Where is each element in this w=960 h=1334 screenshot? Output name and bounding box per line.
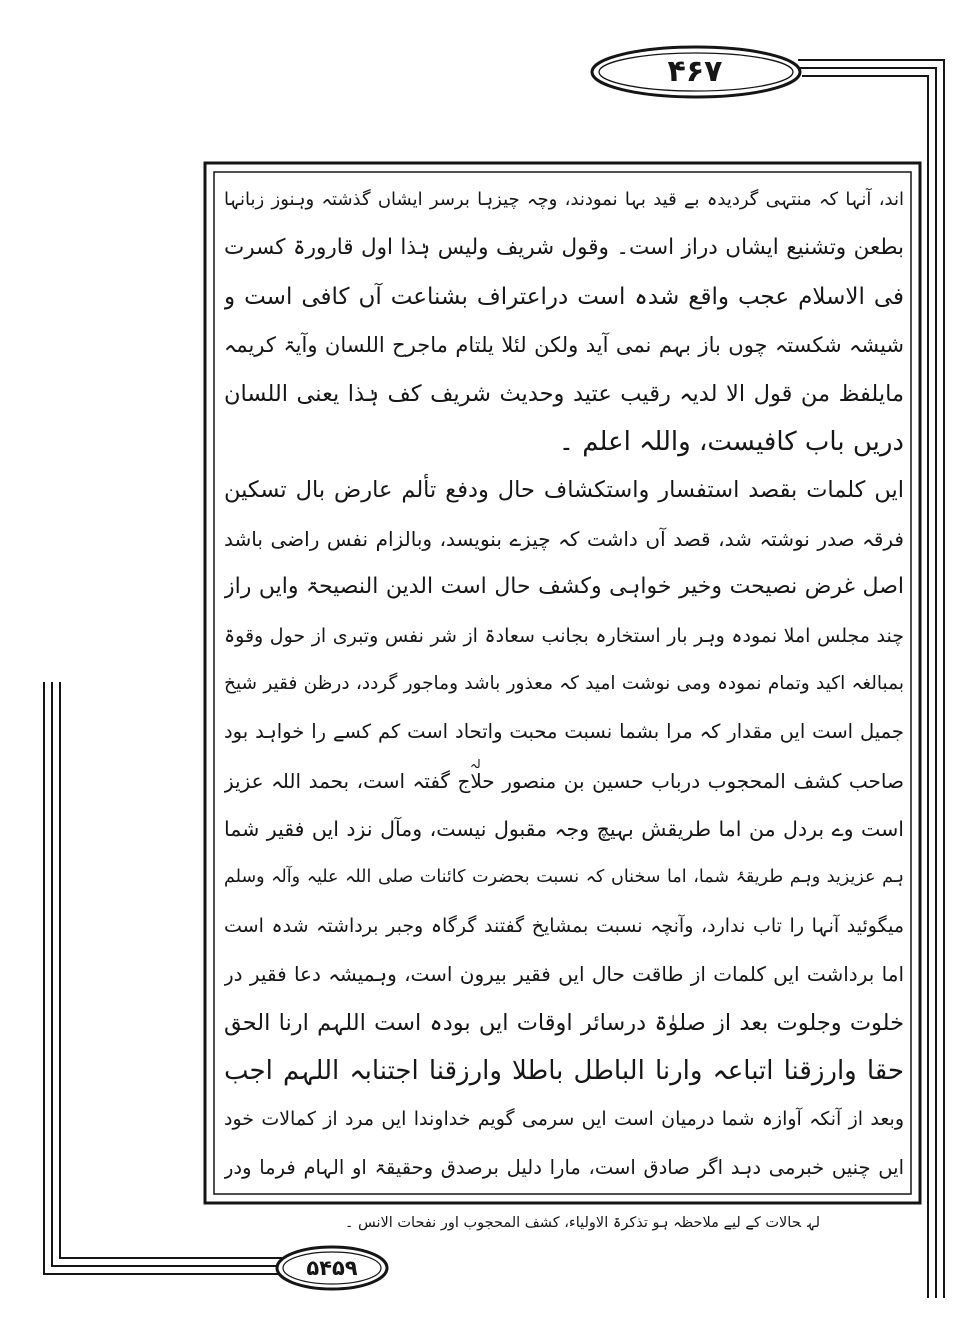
text-line: بمبالغہ اکید وتمام نمودہ ومی نوشت امید کہ معذور باشد وماجور گردد، درظن فقیر شیخ [224,672,904,694]
text-line: میگوئید آنہا را تاب ندارد، وآنچہ نسبت بمشایخ گفتند گرگاہ وجبر برداشتہ شدہ است [224,914,904,937]
text-line: صاحب کشف المحجوب درباب حسین بن منصور حلاج گفتہ است، بحمد اللہ عزیز [224,768,904,793]
text-line: فرقہ صدر نوشتہ شد، قصد آں داشت کہ چیزے بنویسد، وبالزام نفس راضی باشد [224,526,904,551]
footnote-marker: لہ [807,1215,820,1231]
text-line: ایں کلمات بقصد استفسار واستکشاف حال ودفع تألم عارض بال تسکین [224,477,904,504]
footnote [330,1208,820,1238]
text-line: جمیل است ایں مقدار کہ مرا بشما نسبت محبت واتحاد است کم کسے را خواہد بود [224,720,904,744]
text-line: اند، آنہا کہ منتہی گردیدہ بے قید بہا نمودند، وچہ چیزہا برسر ایشاں گذشتہ وہنوز زبانہا [224,189,904,210]
footnote-text: حالات کے لیے ملاحظہ ہو تذکرۃ الاولیاء، کشف المحجوب اور نفحات الانس ۔ [344,1215,802,1231]
manuscript-text [224,176,904,1192]
text-line: حقا وارزقنا اتباعہ وارنا الباطل باطلا وارزقنا اجتنابہ اللہم اجب [224,1056,904,1087]
text-line: فی الاسلام عجب واقع شدہ است دراعتراف بشناعت آں کافی است و [224,283,904,310]
text-line: ہم عزیزید وہم طریقۂ شما، اما سخناں کہ نسبت بحضرت کائنات صلی اللہ علیہ وآلہ وسلم [224,867,904,888]
text-line: چند مجلس املا نمودہ وہر بار استخارہ بجانب سعادۃ از شر نفس وتبری از حول وقوۃ [224,624,904,647]
text-line: خلوت وجلوت بعد از صلوٰۃ درسائر اوقات ایں بودہ است اللہم ارنا الحق [224,1009,904,1036]
text-line: ایں چنیں خبرمی دہد اگر صادق است، مارا دلیل برصدق وحقیقۃ او الہام فرما ودر [224,1155,904,1179]
text-line: مایلفظ من قول الا لدیہ رقیب عتید وحدیث شریف کف ہٰذا یعنی اللسان [224,380,904,407]
text-line: اصل غرض نصیحت وخیر خواہی وکشف حال است الدین النصیحۃ وایں راز [224,574,904,600]
text-line: است وے بردل من اما طریقش بہیچ وجہ مقبول نیست، ومآل نزد ایں فقیر شما [224,817,904,842]
text-line: بطعن وتشنیع ایشاں دراز است۔ وقول شریف ولیس ہٰذا اول قارورۃ کسرت [224,235,904,261]
text-line: وبعد از آنکہ آوازہ شما درمیان است ایں سرمی گویم خداوندا ایں مرد از کمالات خود [224,1108,904,1131]
text-line: دریں باب کافیست، واللہ اعلم ۔ [558,426,904,457]
text-line: شیشہ شکستہ چوں باز بہم نمی آید ولکن لئلا یلتام ماجرح اللسان وآیۃ کریمہ [224,333,904,358]
text-line: اما برداشت ایں کلمات از طاقت حال ایں فقیر بیرون است، وہمیشہ دعا فقیر در [224,962,904,987]
footnote-reference-mark: لہ [470,757,481,771]
page-number-top: ۴۶۷ [667,54,723,89]
page-number-bottom: ۵۴۵۹ [306,1256,358,1280]
